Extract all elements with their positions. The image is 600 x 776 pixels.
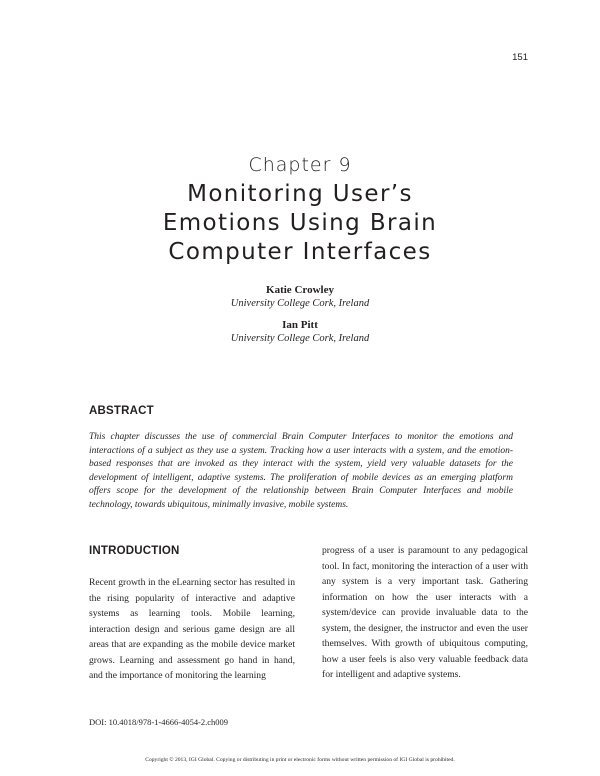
abstract-body: This chapter discusses the use of commercial Brain Computer Interfaces to monitor the emotions and interactions of a subject as they use a system. Tracking how a user interacts with a system, and the emotion-based responses that are invoked as they interact with the system, yield very valuable datasets for the development of intelligent, adaptive systems. The proliferation of mobile devices as an emerging platform offers scope for the development of the relationship between Brain Computer Interfaces and mobile technology, towards ubiquitous, minimally invasive, mobile systems. — [89, 432, 513, 510]
chapter-label: Chapter 9 — [248, 154, 352, 176]
chapter-title — [0, 180, 600, 267]
page-number: 151 — [512, 52, 528, 63]
doi: DOI: 10.4018/978-1-4666-4054-2.ch009 — [89, 717, 229, 727]
author-1-affiliation: University College Cork, Ireland — [230, 298, 370, 309]
chapter-title-line-1: Monitoring User’s — [187, 181, 413, 207]
chapter-title-line-2: Emotions Using Brain — [162, 210, 438, 236]
introduction-column-left: Recent growth in the eLearning sector has resulted in the rising popularity of interactive and adaptive systems as learning tools. Mobile learning, interaction design and serious game design are all areas that are expanding as the mobile device market grows. Learning and assessment go hand in hand, and the importance of monitoring the learning — [89, 577, 295, 681]
introduction-column-right: progress of a user is paramount to any pedagogical tool. In fact, monitoring the interaction of a user with any system is a very important task. Gathering information on how the user interacts with a system/device can provide invaluable data to the system, the designer, the instructor and even the user themselves. With growth of ubiquitous computing, how a user feels is also very valuable feedback data for intelligent and adaptive systems. — [322, 545, 528, 680]
author-2-name: Ian Pitt — [282, 319, 318, 331]
introduction-heading: INTRODUCTION — [89, 545, 180, 557]
author-2-affiliation: University College Cork, Ireland — [230, 333, 370, 344]
author-2 — [0, 318, 600, 346]
copyright-notice: Copyright © 2013, IGI Global. Copying or distributing in print or electronic forms without written permission of IGI Global is prohibited. — [145, 757, 455, 763]
chapter-title-line-3: Computer Interfaces — [168, 239, 432, 265]
author-1 — [0, 283, 600, 311]
author-1-name: Katie Crowley — [266, 284, 334, 296]
abstract-heading: ABSTRACT — [89, 405, 154, 417]
